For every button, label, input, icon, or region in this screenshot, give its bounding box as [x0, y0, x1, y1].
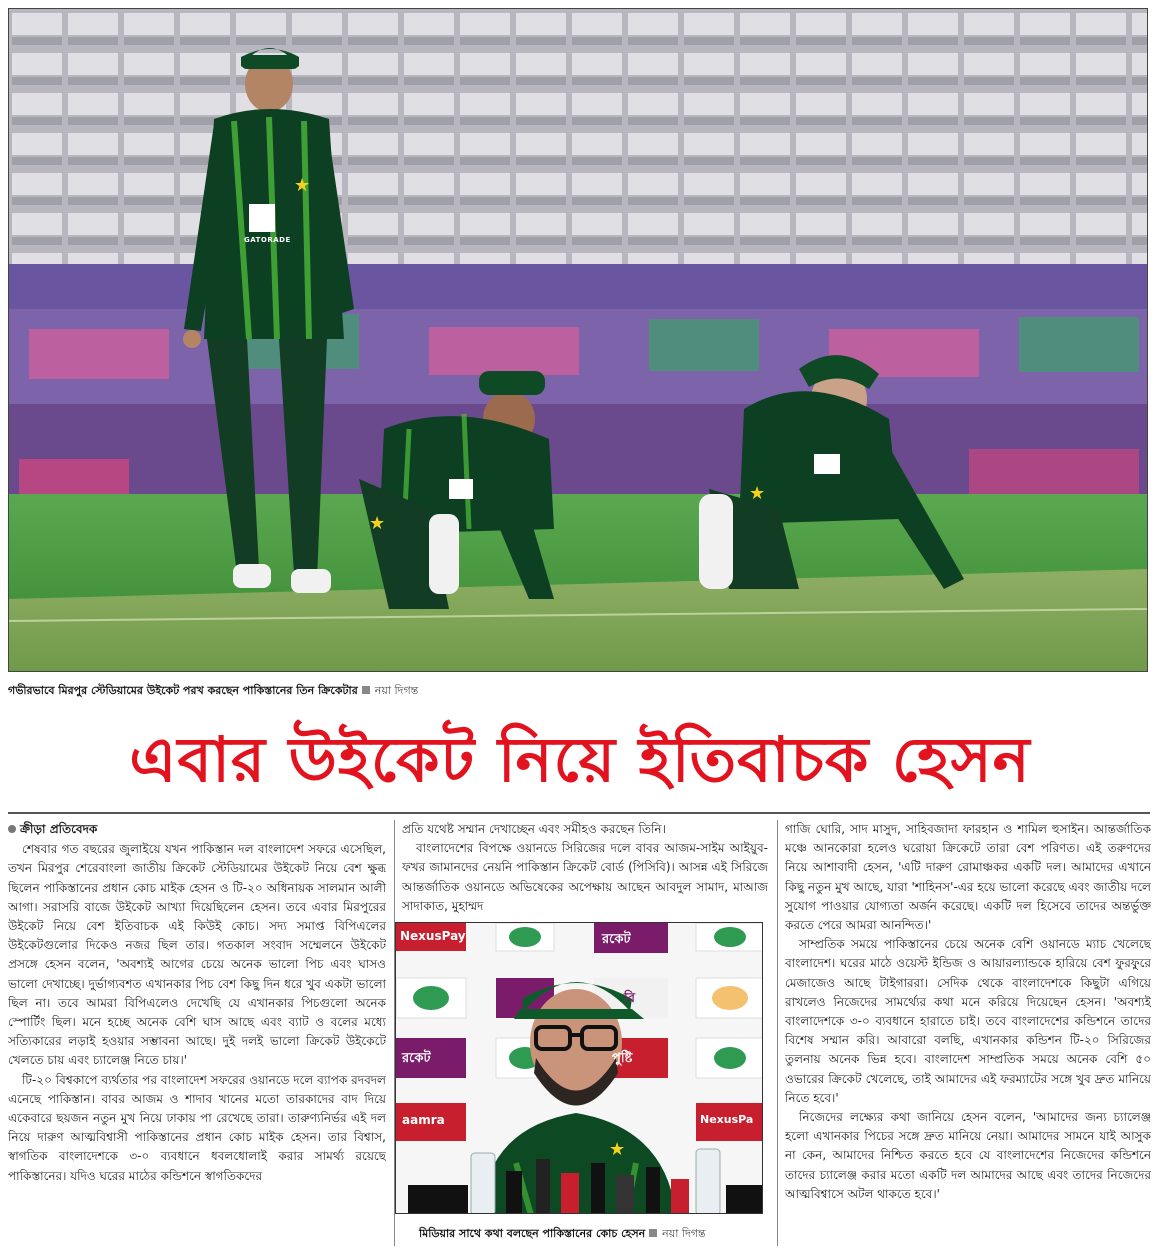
sponsor-board-label: বি	[624, 991, 635, 1006]
sponsor-board-label: aamra	[402, 1113, 445, 1127]
main-photo-credit: নয়া দিগন্ত	[374, 684, 419, 697]
sponsor-board-label: পুষ্টি	[612, 1051, 633, 1066]
paragraph: নিজেদের লক্ষ্যের কথা জানিয়ে হেসন বলেন, 'আমাদের জন্য চ্যালেঞ্জ হলো এখানকার পিচের সঙ্গে দ্রুত মানিয়ে নেয়া। আমাদের সামনে যাই আসুক না কেন, আমাদের নিশ্চিত করতে হবে যে বাংলাদেশের নিজেদের কন্ডিশনে তাদের চ্যালেঞ্জ করার মতো একটি দল আমাদের আছে এবং তাদের নিজেদের আত্মবিশ্বাসে অটল থাকতে হবে।'	[785, 1110, 1151, 1201]
article-column-3	[785, 820, 1151, 1246]
paragraph: শেষবার গত বছরের জুলাইয়ে যখন পাকিস্তান দল বাংলাদেশ সফরে এসেছিল, তখন মিরপুর শেরেবাংলা জাতীয় ক্রিকেট স্টেডিয়ামের উইকেট নিয়ে বেশ ক্ষুব্ধ ছিলেন পাকিস্তানের প্রধান কোচ মাইক হেসন ও টি-২০ অধিনায়ক সালমান আলী আগা। সরাসরি বাজে উইকেট আখ্যা দিয়েছিলেন হেসন। তবে এবার মিরপুরের উইকেট নিয়ে বেশ ইতিবাচক এই কিউই কোচ। সদ্য সমাপ্ত বিপিএলের উইকেটগুলোর দিকেও নজর ছিল তার। গতকাল সংবাদ সম্মেলনে উইকেট প্রসঙ্গে হেসন বলেন, 'অবশ্যই আগের চেয়ে অনেক ভালো পিচ এবং ঘাসও ভালো দেখাচ্ছে। দুর্ভাগ্যবশত এখানকার পিচ বেশ কিছু দিন ধরে খুব একটা ভালো ছিল না। তবে আমরা বিপিএলেও দেখেছি যে এখানকার পিচগুলো অনেক স্পোর্টিং ছিল। মনে হচ্ছে অনেক বেশি ঘাস আছে এবং ব্যাট ও বলের মধ্যে সত্যিকারের লড়াই হওয়ার সম্ভাবনা আছে। দুই দলই ভালো ক্রিকেট উইকেটে খেলতে চায় এবং চ্যালেঞ্জ নিতে চায়।'	[8, 842, 386, 1068]
sponsor-board-label: রকেট	[402, 1051, 431, 1066]
paragraph: বাংলাদেশের বিপক্ষে ওয়ানডে সিরিজের দলে বাবর আজম-সাইম আইয়ুব-ফখর জামানদের নেয়নি পাকিস্তান ক্রিকেট বোর্ড (পিসিবি)। আসন্ন এই সিরিজে আন্তর্জাতিক ওয়ানডে অভিষেকের অপেক্ষায় আছেন আবদুল সামাদ, মাআজ সাদাকাত, মুহাম্মদ	[402, 841, 768, 913]
paragraph: সাম্প্রতিক সময়ে পাকিস্তানের চেয়ে অনেক বেশি ওয়ানডে ম্যাচ খেলেছে বাংলাদেশ। ঘরের মাঠে ওয়েস্ট ইন্ডিজ ও আয়ারল্যান্ডকে হারিয়ে বেশ ফুরফুরে মেজাজেও আছে টাইগাররা। সেদিক থেকে বাংলাদেশকে কিছুটা এগিয়ে রাখলেও নিজেদের সামর্থ্যের কথা মনে করিয়ে দিয়েছেন হেসন। 'অবশ্যই বাংলাদেশকে ৩-০ ব্যবধানে হারাতে চাই। তবে বাংলাদেশের কন্ডিশনে তাদের বিশেষ সম্মান করি। আবারো বলছি, এখানকার কন্ডিশন টি-২০ সিরিজের তুলনায় অনেক ভিন্ন হবে। বাংলাদেশ সাম্প্রতিক সময়ে অনেক বেশি ৫০ ওভারের ক্রিকেট খেলেছে, তাই আমাদের এই ফরম্যাটের সঙ্গে খুব দ্রুত মানিয়ে নিতে হবে।'	[785, 937, 1151, 1105]
credit-square-icon	[362, 686, 370, 694]
sponsor-board-label: রকেট	[602, 932, 631, 947]
main-photo	[8, 8, 1148, 672]
column-divider-2	[777, 820, 778, 1246]
paragraph: প্রতি যথেষ্ট সম্মান দেখাচ্ছেন এবং সমীহও করছেন তিনি।	[402, 822, 666, 836]
sponsor-board-label: NexusPay	[400, 929, 466, 943]
paragraph: টি-২০ বিশ্বকাপে ব্যর্থতার পর বাংলাদেশ সফরের ওয়ানডে দলে ব্যাপক রদবদল এনেছে পাকিস্তান। বাবর আজম ও শাদাব খানের মতো তারকাদের বাদ দিয়ে একেবারে ছয়জন নতুন মুখ নিয়ে ঢাকায় পা রেখেছে তারা। তারুণ্যনির্ভর এই দল নিয়ে দারুণ আত্মবিশ্বাসী পাকিস্তানের প্রধান কোচ মাইক হেসন। তার বিশ্বাস, স্বাগতিক বাংলাদেশকে ৩-০ ব্যবধানে ধবলধোলাই করার সামর্থ্য রয়েছে পাকিস্তানের। যদিও ঘরের মাঠের কন্ডিশনে স্বাগতিকদের	[8, 1072, 386, 1183]
paragraph: গাজি ঘোরি, সাদ মাসুদ, সাহিবজাদা ফারহান ও শামিল হুসাইন। আন্তর্জাতিক মঞ্চে আনকোরা হলেও ঘরোয়া ক্রিকেটে তারা বেশ পরিণত। এই তরুণদের নিয়ে আশাবাদী হেসন, 'এটি দারুণ রোমাঞ্চকর একটি দল। আমাদের এখানে কিছু নতুন মুখ আছে, যারা 'শাহিনস'-এর হয়ে ভালো করেছে এবং জাতীয় দলে সুযোগ পাওয়ার যোগ্যতা অর্জন করেছে। একটি দল হিসেবে তাদের অন্তর্ভুক্ত করতে পেরে আমরা আনন্দিত।'	[785, 822, 1151, 933]
article-headline: এবার উইকেট নিয়ে ইতিবাচক হেসন	[129, 723, 1031, 796]
press-photo-caption	[419, 1225, 706, 1244]
main-photo-caption-text: গভীরভাবে মিরপুর স্টেডিয়ামের উইকেট পরখ করছেন পাকিস্তানের তিন ক্রিকেটার	[8, 684, 358, 697]
article-column-2	[402, 820, 768, 920]
byline-bullet-icon	[8, 825, 16, 833]
press-photo-caption-text: মিডিয়ার সাথে কথা বলছেন পাকিস্তানের কোচ হেসন	[419, 1227, 646, 1240]
main-photo-caption	[8, 682, 418, 701]
svg-text:★: ★	[609, 1139, 626, 1160]
headline-divider	[8, 812, 1150, 814]
main-photo-illustration	[9, 9, 1148, 672]
svg-text:★: ★	[749, 483, 766, 504]
byline	[8, 820, 386, 839]
jersey-brand: GATORADE	[244, 236, 291, 244]
sponsor-board-label: NexusPa	[700, 1113, 754, 1126]
press-photo-illustration	[396, 923, 763, 1214]
press-photo-credit: নয়া দিগন্ত	[662, 1227, 706, 1240]
byline-text: ক্রীড়া প্রতিবেদক	[20, 822, 98, 836]
svg-text:★: ★	[294, 175, 311, 196]
article-column-1	[8, 820, 386, 1246]
svg-text:★: ★	[369, 513, 386, 534]
credit-square-icon	[649, 1229, 657, 1237]
press-conference-photo	[395, 922, 763, 1214]
